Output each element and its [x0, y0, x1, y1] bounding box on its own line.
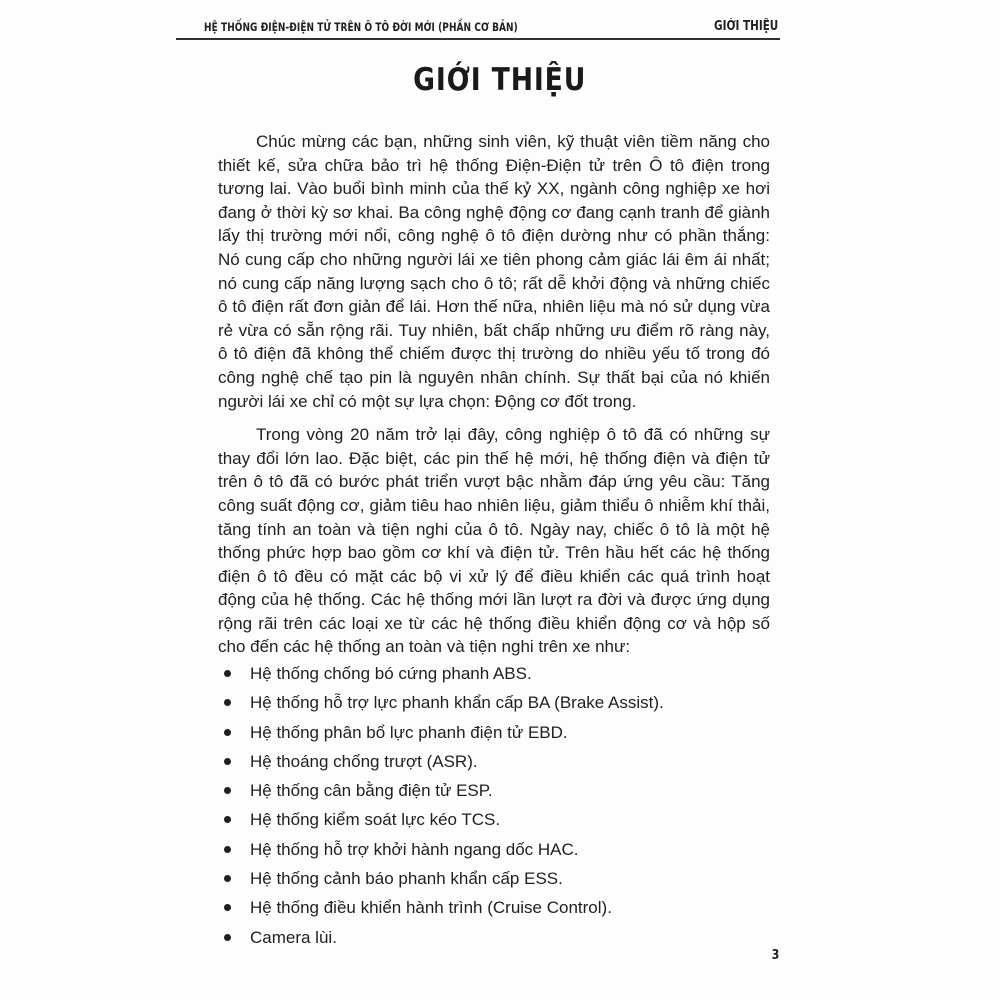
paragraph-development: Trong vòng 20 năm trở lại đây, công nghiệp ô tô đã có những sự thay đổi lớn lao. Đặc biệt, các pin thế hệ mới, hệ thống điện và điện tử trên ô tô đã có bước phát triển vượt bậc nhằm đáp ứng yêu cầu: Tăng công suất động cơ, giảm tiêu hao nhiên liệu, giảm thiểu ô nhiễm khí thải, tăng tính an toàn và tiện nghi của ô tô. Ngày nay, chiếc ô tô là một hệ thống phức hợp bao gồm cơ khí và điện tử. Trên hầu hết các hệ thống điện ô tô đều có mặt các bộ vi xử lý để điều khiển các quá trình hoạt động của hệ thống. Các hệ thống mới lần lượt ra đời và được ứng dụng rộng rãi trên các loại xe từ các hệ thống điều khiển động cơ và hộp số cho đến các hệ thống an toàn và tiện nghi trên xe như: [218, 425, 770, 657]
page-title: GIỚI THIỆU [413, 62, 587, 98]
list-item-text: Hệ thống hỗ trợ khởi hành ngang dốc HAC. [250, 839, 579, 859]
bullet-icon [224, 787, 231, 794]
list-item [218, 691, 770, 715]
list-item-text: Hệ thống hỗ trợ lực phanh khẩn cấp BA (Brake Assist). [250, 693, 664, 713]
bullet-icon [224, 934, 231, 941]
bullet-icon [224, 846, 231, 853]
list-item [218, 838, 770, 862]
bullet-icon [224, 875, 231, 882]
list-item-text: Camera lùi. [250, 927, 337, 947]
list-item [218, 721, 770, 745]
list-item-text: Hệ thống kiểm soát lực kéo TCS. [250, 810, 501, 830]
bullet-icon [224, 758, 231, 765]
header-rule [176, 38, 780, 40]
page-number: 3 [771, 948, 780, 963]
page-heading [0, 62, 1000, 98]
list-item [218, 926, 770, 950]
bullet-icon [224, 670, 231, 677]
list-item [218, 896, 770, 920]
bullet-icon [224, 816, 231, 823]
bullet-icon [224, 729, 231, 736]
list-item-text: Hệ thống cân bằng điện tử ESP. [250, 781, 493, 801]
list-item-text: Hệ thoáng chống trượt (ASR). [250, 751, 478, 771]
list-item-text: Hệ thống phân bổ lực phanh điện tử EBD. [250, 722, 568, 742]
list-item [218, 750, 770, 774]
systems-list [218, 662, 770, 949]
list-item [218, 779, 770, 803]
list-item [218, 662, 770, 686]
list-item [218, 867, 770, 891]
running-header-section-title: GIỚI THIỆU [713, 19, 778, 34]
list-item-text: Hệ thống chống bó cứng phanh ABS. [250, 664, 532, 684]
running-header [176, 18, 780, 40]
list-item [218, 808, 770, 832]
bullet-icon [224, 699, 231, 706]
running-header-book-title: HỆ THỐNG ĐIỆN-ĐIỆN TỬ TRÊN Ô TÔ ĐỜI MỚI (PHẦN CƠ BẢN) [204, 20, 518, 34]
bullet-icon [224, 904, 231, 911]
paragraph-intro: Chúc mừng các bạn, những sinh viên, kỹ thuật viên tiềm năng cho thiết kế, sửa chữa bảo trì hệ thống Điện-Điện tử trên Ô tô điện trong tương lai. Vào buổi bình minh của thế kỷ XX, ngành công nghiệp xe hơi đang ở thời kỳ sơ khai. Ba công nghệ động cơ đang cạnh tranh để giành lấy thị trường mới nổi, công nghệ ô tô điện dường như có phần thắng: Nó cung cấp cho những người lái xe tiên phong cảm giác lái êm ái nhất; nó cung cấp năng lượng sạch cho ô tô; rất dễ khởi động và những chiếc ô tô điện rất đơn giản để lái. Hơn thế nữa, nhiên liệu mà nó sử dụng vừa rẻ vừa có sẵn rộng rãi. Tuy nhiên, bất chấp những ưu điểm rõ ràng này, ô tô điện đã không thể chiếm được thị trường do nhiều yếu tố trong đó công nghệ chế tạo pin là nguyên nhân chính. Sự thất bại của nó khiến người lái xe chỉ có một sự lựa chọn: Động cơ đốt trong. [218, 132, 770, 411]
body-text [218, 130, 770, 955]
list-item-text: Hệ thống điều khiển hành trình (Cruise Control). [250, 898, 612, 918]
list-item-text: Hệ thống cảnh báo phanh khẩn cấp ESS. [250, 869, 563, 889]
